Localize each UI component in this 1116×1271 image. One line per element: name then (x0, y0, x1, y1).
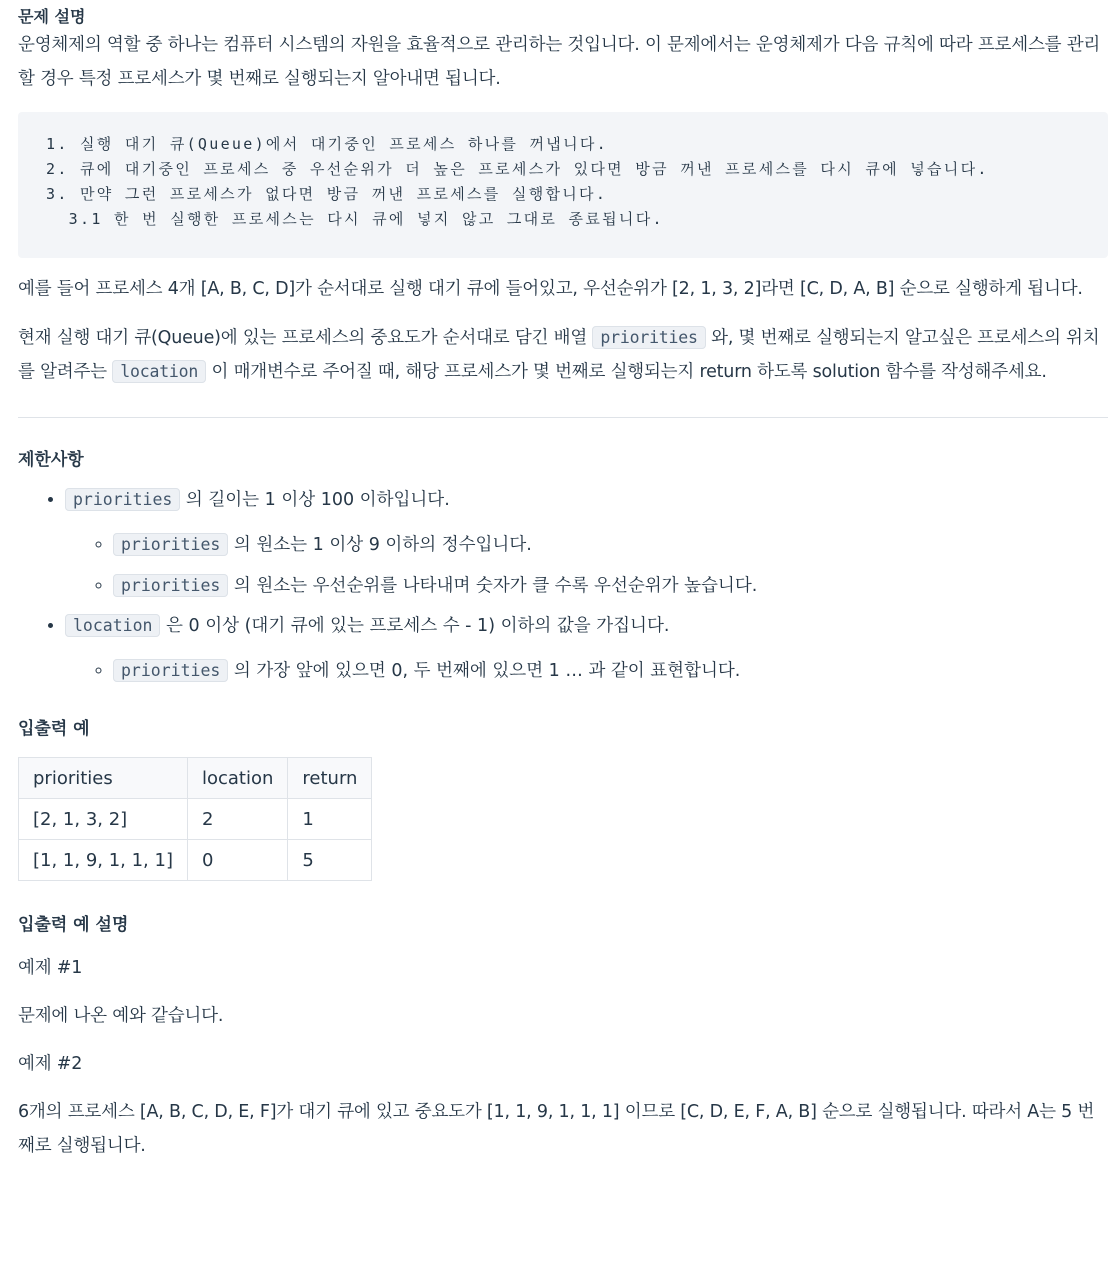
example-paragraph: 예를 들어 프로세스 4개 [A, B, C, D]가 순서대로 실행 대기 큐에 들어있고, 우선순위가 [2, 1, 3, 2]라면 [C, D, A, B] 순으로 실행하게 됩니다. (18, 279, 1083, 299)
table-cell: 2 (187, 799, 287, 840)
example2-text: 6개의 프로세스 [A, B, C, D, E, F]가 대기 큐에 있고 중요도가 [1, 1, 9, 1, 1, 1] 이므로 [C, D, E, F, A, B] 순으로 실행됩니다. 따라서 A는 5 번째로 실행됩니다. (18, 1102, 1095, 1156)
params-paragraph: 현재 실행 대기 큐(Queue)에 있는 프로세스의 중요도가 순서대로 담긴 배열 priorities 와, 몇 번째로 실행되는지 알고싶은 프로세스의 위치를 알려주는 location 이 매개변수로 주어질 때, 해당 프로세스가 몇 번째로 실행되는지 return 하도록 solution 함수를 작성해주세요. (18, 328, 1100, 382)
section-title: 문제 설명 (18, 7, 86, 26)
io-title: 입출력 예 (18, 719, 90, 739)
table-cell: [2, 1, 3, 2] (19, 799, 188, 840)
example1-text: 문제에 나온 예와 같습니다. (18, 1006, 224, 1026)
io-explain-title: 입출력 예 설명 (18, 915, 129, 935)
table-header-row (19, 758, 372, 799)
table-header: return (288, 758, 372, 799)
intro-paragraph: 운영체제의 역할 중 하나는 컴퓨터 시스템의 자원을 효율적으로 관리하는 것입니다. 이 문제에서는 운영체제가 다음 규칙에 따라 프로세스를 관리할 경우 특정 프로세스가 몇 번째로 실행되는지 알아내면 됩니다. (18, 35, 1101, 89)
example1-title: 예제 #1 (18, 958, 83, 978)
example2-title: 예제 #2 (18, 1054, 83, 1074)
inline-code-priorities: priorities (592, 326, 705, 349)
table-header: location (187, 758, 287, 799)
constraint-sublist (65, 659, 1108, 683)
section-divider (18, 417, 1108, 418)
constraints-list (18, 488, 1108, 683)
rule-2: 2. 큐에 대기중인 프로세스 중 우선순위가 더 높은 프로세스가 있다면 방금 꺼낸 프로세스를 다시 큐에 넣습니다. (46, 160, 989, 178)
table-cell: 5 (288, 840, 372, 881)
io-table (18, 757, 372, 881)
table-row (19, 840, 372, 881)
table-header: priorities (19, 758, 188, 799)
constraint-subitem: ◦ priorities 의 가장 앞에 있으면 0, 두 번째에 있으면 1 … 과 같이 표현합니다. (113, 659, 1108, 683)
rule-3: 3. 만약 그런 프로세스가 없다면 방금 꺼낸 프로세스를 실행합니다. (46, 185, 608, 203)
constraint-subitem: ◦ priorities 의 원소는 우선순위를 나타내며 숫자가 클 수록 우선순위가 높습니다. (113, 574, 1108, 598)
rules-code-block (18, 112, 1108, 258)
table-row (19, 799, 372, 840)
rule-1: 1. 실행 대기 큐(Queue)에서 대기중인 프로세스 하나를 꺼냅니다. (46, 135, 609, 153)
table-cell: 1 (288, 799, 372, 840)
inline-code-location: location (112, 360, 206, 383)
rule-3-1: 3.1 한 번 실행한 프로세스는 다시 큐에 넣지 않고 그대로 종료됩니다. (46, 210, 664, 228)
constraint-sublist (65, 533, 1108, 598)
constraints-title: 제한사항 (18, 450, 84, 470)
table-cell: 0 (187, 840, 287, 881)
constraint-subitem: ◦ priorities 의 원소는 1 이상 9 이하의 정수입니다. (113, 533, 1108, 557)
constraint-item: • priorities 의 길이는 1 이상 100 이하입니다. ◦ priorities 의 원소는 1 이상 9 이하의 정수입니다. ◦ priorities 의 원소는 우선순위를 나타내며 숫자가 클 수록 우선순위가 높습니다. (65, 488, 1108, 598)
table-cell: [1, 1, 9, 1, 1, 1] (19, 840, 188, 881)
constraint-item: • location 은 0 이상 (대기 큐에 있는 프로세스 수 - 1) 이하의 값을 가집니다. ◦ priorities 의 가장 앞에 있으면 0, 두 번째에 있으면 1 … 과 같이 표현합니다. (65, 614, 1108, 683)
